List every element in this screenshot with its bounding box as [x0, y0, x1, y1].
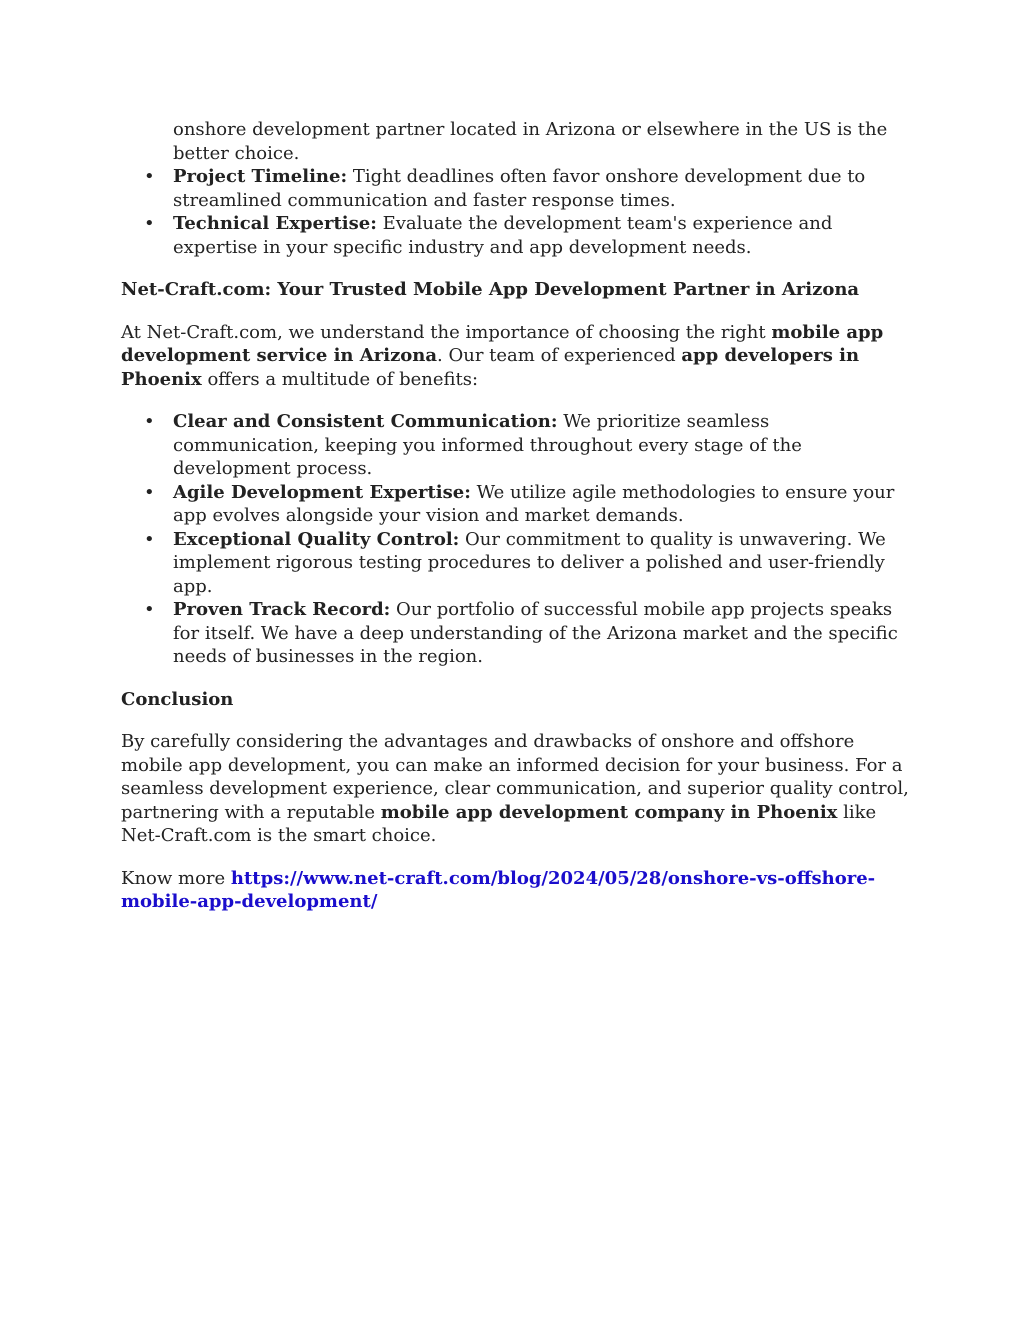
list-item-technical-expertise — [173, 212, 911, 259]
conclusion-paragraph — [121, 730, 911, 848]
conclusion-text-a: By carefully considering the advantages and drawbacks of onshore and offshore mobile app development, you can make an informed decision for your business. For a seamless development experience, clear communication, and superior quality control, partnering with a reputable — [121, 731, 909, 823]
item-text: Our portfolio of successful mobile app projects speaks for itself. We have a deep understanding of the Arizona market and the specific needs of businesses in the region. — [173, 599, 898, 667]
intro-paragraph — [121, 321, 911, 392]
know-more-paragraph — [121, 867, 911, 914]
item-text: We utilize agile methodologies to ensure your app evolves alongside your vision and market demands. — [173, 481, 895, 526]
item-label: Clear and Consistent Communication: — [173, 411, 558, 432]
list-item-continuation — [173, 118, 911, 165]
list-item-communication — [173, 410, 911, 481]
section-heading-netcraft: Net-Craft.com: Your Trusted Mobile App Development Partner in Arizona — [121, 279, 860, 300]
item-text: Our commitment to quality is unwavering. We implement rigorous testing procedures to deliver a polished and user-friendly app. — [173, 528, 886, 597]
conclusion-text-c: like Net-Craft.com is the smart choice. — [121, 801, 877, 846]
item-text: We prioritize seamless communication, keeping you informed throughout every stage of the development process. — [173, 411, 802, 479]
intro-text-a: At Net-Craft.com, we understand the importance of choosing the right — [121, 321, 772, 343]
item-label: Project Timeline: — [173, 166, 348, 187]
document-page — [121, 118, 911, 914]
list-item-quality — [173, 528, 911, 599]
know-more-label: Know more — [121, 867, 231, 889]
item-text: Tight deadlines often favor onshore development due to streamlined communication and faster response times. — [173, 166, 866, 211]
intro-text-e: offers a multitude of benefits: — [201, 368, 479, 390]
top-bullet-list — [121, 118, 911, 259]
list-item-project-timeline — [173, 165, 911, 212]
intro-bold-developers: app developers in Phoenix — [121, 345, 860, 390]
item-text: Evaluate the development team's experience and expertise in your specific industry and app development needs. — [173, 213, 833, 258]
benefits-list — [121, 410, 911, 669]
list-item-agile — [173, 481, 911, 528]
item-label: Agile Development Expertise: — [173, 481, 471, 503]
item-label: Exceptional Quality Control: — [173, 528, 460, 550]
list-item-track-record — [173, 598, 911, 669]
article-link[interactable]: https://www.net-craft.com/blog/2024/05/28/onshore-vs-offshore-mobile-app-development/ — [121, 867, 876, 912]
intro-text-c: . Our team of experienced — [437, 345, 682, 366]
conclusion-heading: Conclusion — [121, 688, 234, 710]
item-label: Proven Track Record: — [173, 599, 391, 620]
intro-bold-service: mobile app development service in Arizona — [121, 321, 884, 366]
item-label: Technical Expertise: — [173, 213, 377, 234]
conclusion-bold-company: mobile app development company in Phoenix — [380, 801, 838, 823]
continuation-text: onshore development partner located in Arizona or elsewhere in the US is the better choice. — [173, 119, 888, 164]
